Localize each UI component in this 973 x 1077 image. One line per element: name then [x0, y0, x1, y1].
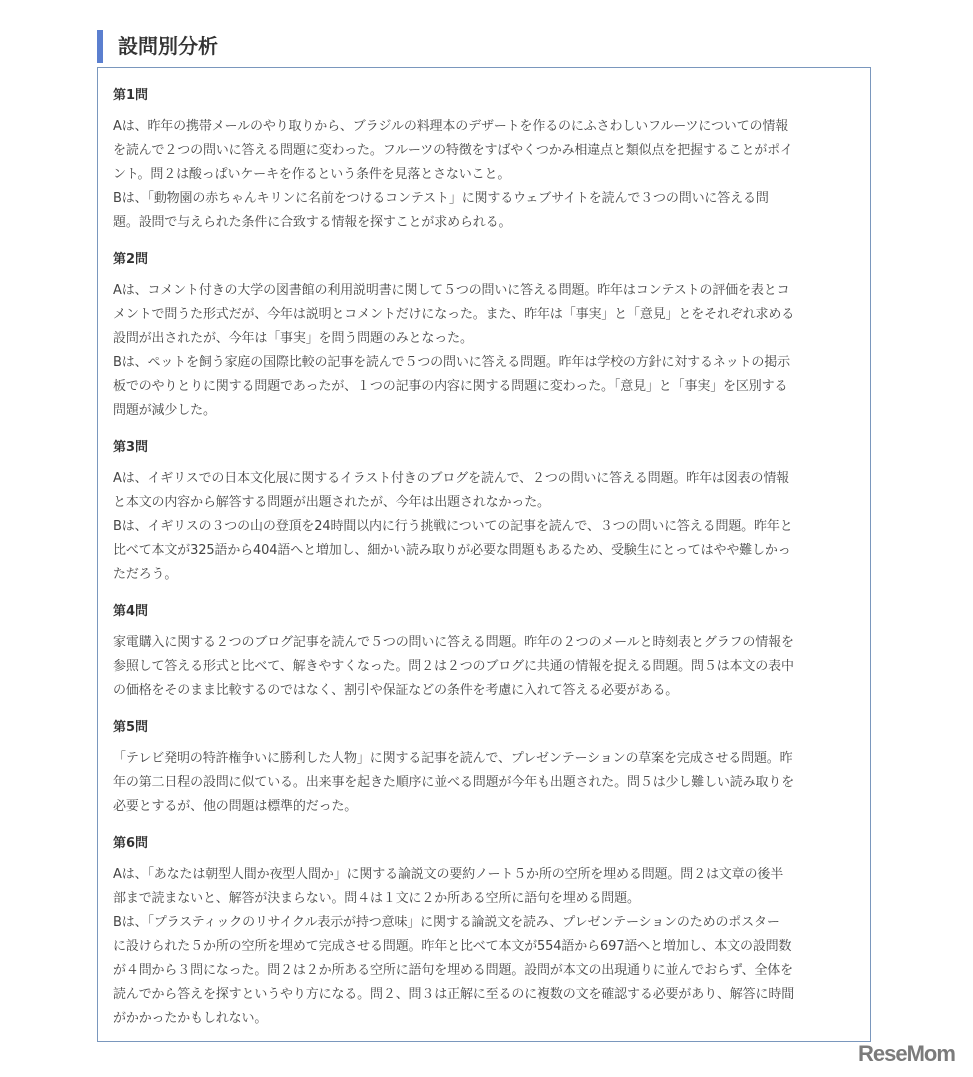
- text-line: Bは、イギリスの３つの山の登頂を24時間以内に行う挑戦についての記事を読んで、３つの問いに答える問題。昨年と: [113, 519, 793, 534]
- text-line: の価格をそのまま比較するのではなく、割引や保証などの条件を考慮に入れて答える必要がある。: [113, 683, 679, 698]
- text-line: Aは、「あなたは朝型人間か夜型人間か」に関する論説文の要約ノート５か所の空所を埋める問題。問２は文章の後半: [113, 867, 784, 882]
- text-line: Aは、昨年の携帯メールのやり取りから、ブラジルの料理本のデザートを作るのにふさわしいフルーツについての情報: [113, 119, 789, 134]
- question-section: [113, 84, 870, 235]
- text-line: 参照して答える形式と比べて、解きやすくなった。問２は２つのブログに共通の情報を捉える問題。問５は本文の表中: [113, 659, 794, 674]
- text-line: ント。問２は酸っぱいケーキを作るという条件を見落とさないこと。: [113, 167, 511, 182]
- text-line: Bは、「動物園の赤ちゃんキリンに名前をつけるコンテスト」に関するウェブサイトを読んで３つの問いに答える問: [113, 191, 769, 206]
- text-line: と本文の内容から解答する問題が出題されたが、今年は出題されなかった。: [113, 495, 550, 510]
- text-line: Aは、イギリスでの日本文化展に関するイラスト付きのブログを読んで、２つの問いに答える問題。昨年は図表の情報: [113, 471, 790, 486]
- question-section: [113, 716, 870, 819]
- question-body: [113, 747, 870, 819]
- question-section: [113, 832, 870, 1031]
- text-line: 設問が出されたが、今年は「事実」を問う問題のみとなった。: [113, 331, 473, 346]
- text-line: 題。設問で与えられた条件に合致する情報を探すことが求められる。: [113, 215, 512, 230]
- text-line: 読んでから答えを探すというやり方になる。問２、問３は正解に至るのに複数の文を確認する必要があり、解答に時間: [113, 987, 795, 1002]
- question-heading: 第6問: [113, 836, 149, 851]
- text-line: を読んで２つの問いに答える問題に変わった。フルーツの特徴をすばやくつかみ相違点と類似点を把握することがポイ: [113, 143, 793, 158]
- question-section: [113, 248, 870, 423]
- text-line: ただろう。: [113, 567, 178, 582]
- text-line: 家電購入に関する２つのブログ記事を読んで５つの問いに答える問題。昨年の２つのメールと時刻表とグラフの情報を: [113, 635, 794, 650]
- text-line: が４問から３問になった。問２は２か所ある空所に語句を埋める問題。設問が本文の出現通りに並んでおらず、全体を: [113, 963, 794, 978]
- question-heading: 第5問: [113, 720, 149, 735]
- question-body: [113, 467, 870, 587]
- question-heading: 第4問: [113, 604, 149, 619]
- text-line: に設けられた５か所の空所を埋めて完成させる問題。昨年と比べて本文が554語から697語へと増加し、本文の設問数: [113, 939, 792, 954]
- text-line: 「テレビ発明の特許権争いに勝利した人物」に関する記事を読んで、プレゼンテーションの草案を完成させる問題。昨: [113, 751, 793, 766]
- text-line: 問題が減少した。: [113, 403, 216, 418]
- page-title: 設問別分析: [97, 30, 218, 63]
- question-heading: 第2問: [113, 252, 149, 267]
- resemom-logo: ReseMom: [858, 1041, 955, 1066]
- question-section: [113, 600, 870, 703]
- question-heading: 第1問: [113, 88, 149, 103]
- question-body: [113, 279, 870, 423]
- text-line: 部まで読まないと、解答が決まらない。問４は１文に２か所ある空所に語句を埋める問題。: [113, 891, 640, 906]
- analysis-box: [97, 67, 871, 1042]
- question-body: [113, 115, 870, 235]
- question-heading: 第3問: [113, 440, 149, 455]
- text-line: Bは、ペットを飼う家庭の国際比較の記事を読んで５つの問いに答える問題。昨年は学校の方針に対するネットの掲示: [113, 355, 790, 370]
- text-line: 比べて本文が325語から404語へと増加し、細かい読み取りが必要な問題もあるため、受験生にとってはやや難しかっ: [113, 543, 791, 558]
- text-line: Aは、コメント付きの大学の図書館の利用説明書に関して５つの問いに答える問題。昨年はコンテストの評価を表とコ: [113, 283, 790, 298]
- text-line: 必要とするが、他の問題は標準的だった。: [113, 799, 358, 814]
- text-line: 板でのやりとりに関する問題であったが、１つの記事の内容に関する問題に変わった。「意見」と「事実」を区別する: [113, 379, 788, 394]
- text-line: Bは、「プラスティックのリサイクル表示が持つ意味」に関する論説文を読み、プレゼンテーションのためのポスター: [113, 915, 780, 930]
- text-line: メントで問うた形式だが、今年は説明とコメントだけになった。また、昨年は「事実」と「意見」とをそれぞれ求める: [113, 307, 795, 322]
- question-body: [113, 863, 870, 1031]
- text-line: がかかったかもしれない。: [113, 1011, 268, 1026]
- question-section: [113, 436, 870, 587]
- text-line: 年の第二日程の設問に似ている。出来事を起きた順序に並べる問題が今年も出題された。問５は少し難しい読み取りを: [113, 775, 795, 790]
- question-body: [113, 631, 870, 703]
